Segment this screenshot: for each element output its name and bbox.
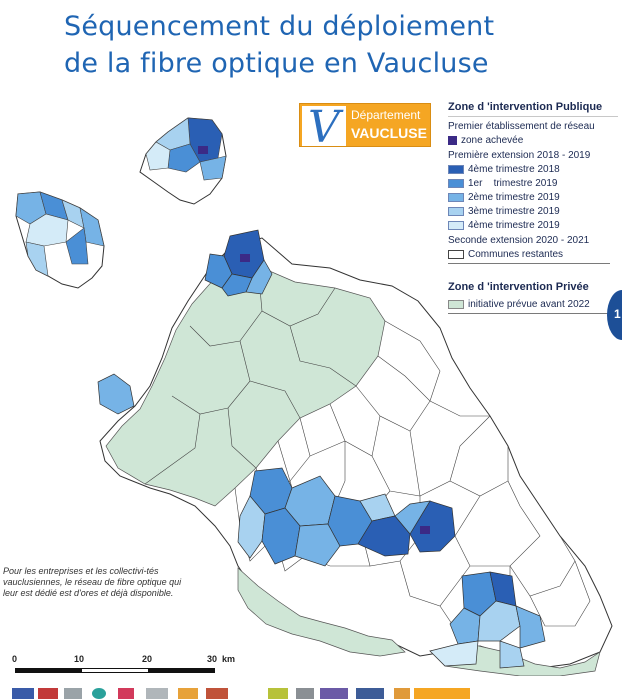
cluster-west-q2: [98, 374, 134, 414]
title-line-2: de la fibre optique en Vaucluse: [64, 48, 489, 79]
legend-label-q3-2019: 3ème trimestre 2019: [468, 205, 560, 217]
legend-row-achieved: [448, 134, 618, 146]
legend-swatch-private: [448, 300, 464, 309]
scale-label-30: 30 km: [207, 654, 236, 664]
legend-swatch-q1-2019: [448, 179, 464, 188]
scale-bar: [10, 654, 250, 680]
partner-logo-10: [296, 688, 314, 699]
legend-swatch-q4-2019: [448, 221, 464, 230]
scale-bar-track: [15, 668, 215, 673]
legend-row-q2-2019: [448, 191, 618, 203]
legend-label-q1-2019: 1er trimestre 2019: [468, 177, 558, 189]
legend-swatch-remaining: [448, 250, 464, 259]
legend-first-extension: Première extension 2018 - 2019: [448, 150, 591, 161]
legend-row-q4-2018: [448, 163, 618, 175]
logo-line-1: Département: [351, 108, 421, 122]
logo-line-2: VAUCLUSE: [351, 125, 427, 141]
scale-label-10: 10: [74, 654, 85, 664]
vaucluse-logo: [299, 102, 431, 153]
legend-row-private: [448, 298, 618, 310]
legend-row-q4-2019: [448, 219, 618, 231]
legend-second-extension: Seconde extension 2020 - 2021: [448, 235, 590, 246]
partner-logo-8: [206, 688, 228, 699]
partner-logo-4: [92, 688, 106, 699]
partner-logos-strip: [0, 688, 622, 699]
partner-logo-7: [178, 688, 198, 699]
logo-emblem: [302, 102, 346, 153]
legend-label-q2-2019: 2ème trimestre 2019: [468, 191, 560, 203]
cluster-south-achieved: [420, 526, 430, 534]
legend-swatch-q2-2019: [448, 193, 464, 202]
legend-public-title: Zone d 'intervention Publique: [448, 98, 618, 117]
legend-divider: [448, 263, 610, 264]
legend-row-remaining: [448, 248, 618, 260]
enclave-north-achieved: [198, 146, 208, 154]
partner-logo-2: [38, 688, 58, 699]
logo-v-glyph: V: [308, 102, 340, 153]
partner-logo-6: [146, 688, 168, 699]
scale-seg-2: [82, 669, 148, 672]
legend-first-network: Premier établissement de réseau: [448, 121, 595, 132]
legend-private-title: Zone d 'intervention Privée: [448, 281, 589, 293]
partner-logo-3: [64, 688, 82, 699]
legend-label-private: initiative prévue avant 2022: [468, 298, 590, 310]
map-legend: [448, 98, 618, 314]
partner-logo-5: [118, 688, 134, 699]
scale-seg-1: [16, 669, 82, 672]
partner-logo-1: [12, 688, 34, 699]
partner-logo-9: [268, 688, 288, 699]
map-title: [64, 8, 584, 82]
partner-logo-12: [356, 688, 384, 699]
legend-label-remaining: Communes restantes: [468, 248, 564, 260]
partner-logo-14: [414, 688, 470, 699]
legend-swatch-achieved: [448, 136, 457, 145]
legend-swatch-q4-2018: [448, 165, 464, 174]
page-tab-label: 1: [614, 307, 621, 321]
legend-label-q4-2018: 4ème trimestre 2018: [468, 163, 560, 175]
partner-logo-13: [394, 688, 410, 699]
scale-seg-3: [148, 669, 214, 672]
legend-divider-bottom: [448, 313, 610, 314]
title-line-1: Séquencement du déploiement: [64, 11, 495, 42]
cluster-north-central-achieved: [240, 254, 250, 262]
business-note: Pour les entreprises et les collectivi-tés vauclusiennes, le réseau de fibre optique qui leur est dédié est d'ores et déjà disponible.: [3, 566, 182, 598]
legend-row-q1-2019: [448, 177, 618, 189]
legend-label-achieved: zone achevée: [461, 134, 524, 146]
legend-label-q4-2019: 4ème trimestre 2019: [468, 219, 560, 231]
partner-logo-11: [320, 688, 348, 699]
legend-swatch-q3-2019: [448, 207, 464, 216]
legend-row-q3-2019: [448, 205, 618, 217]
scale-label-20: 20: [142, 654, 153, 664]
scale-label-0: 0: [12, 654, 18, 664]
